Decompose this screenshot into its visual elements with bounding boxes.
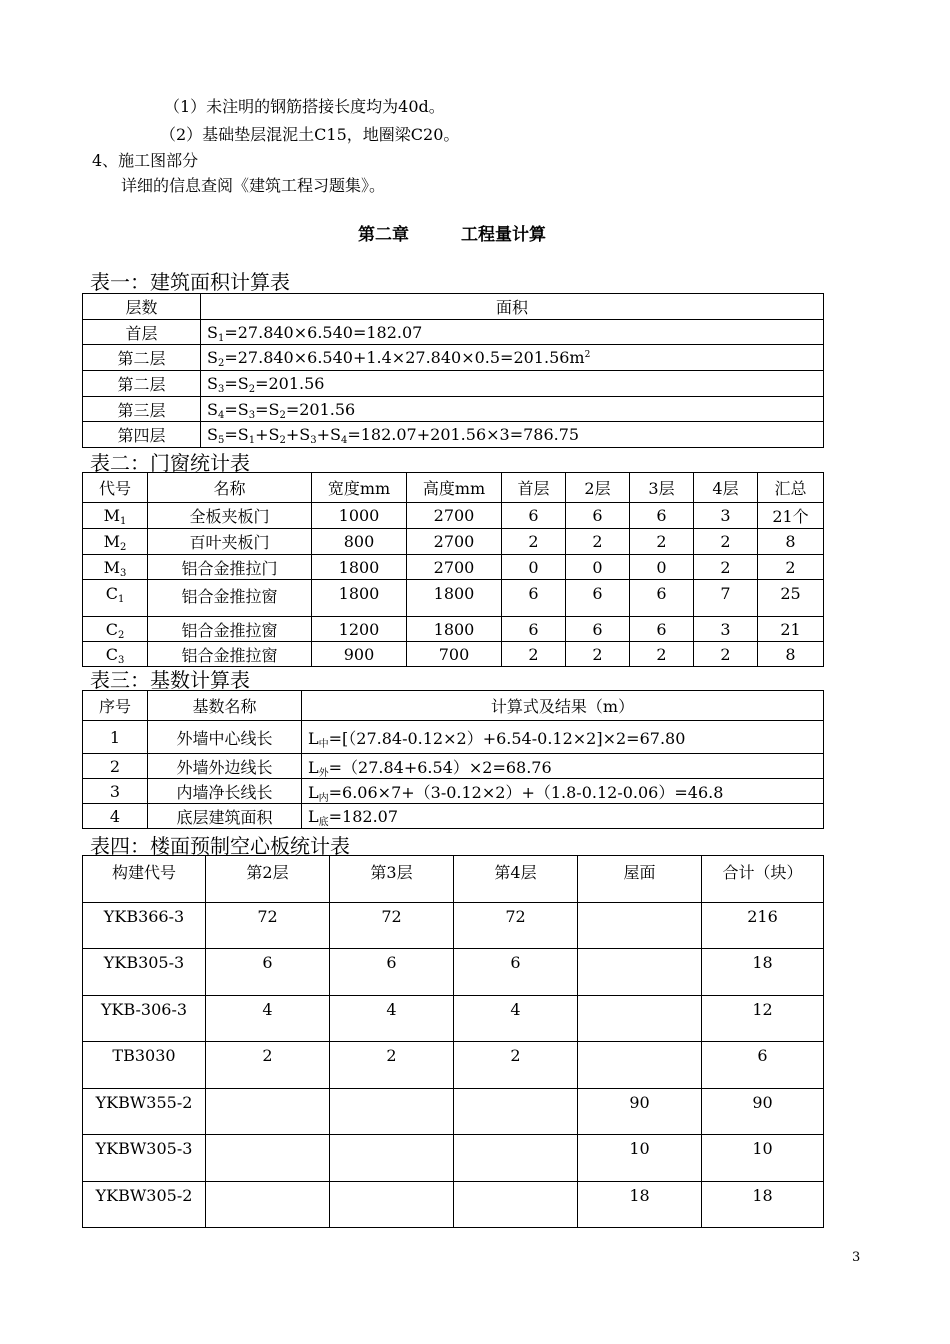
cell-code: $M_2$ (83, 529, 148, 555)
cell-area: $S_2=27.840\times 6.540+1.4\times 27.840\times 0.5=201.56m^2$ (201, 345, 824, 371)
cell-name: 全板夹板门 (148, 503, 312, 529)
table-header-row (83, 856, 824, 903)
cell-subtotal: 18 (702, 949, 824, 996)
table-row (83, 903, 824, 949)
cell-base-name: 底层建筑面积 (148, 804, 302, 829)
cell-formula: $L_外=(27.84+6.54)\times 2=68.76$ (302, 754, 824, 779)
cell-subtotal: 216 (702, 903, 824, 949)
cell-height: 700 (407, 642, 502, 667)
cell-name: 百叶夹板门 (148, 529, 312, 555)
cell-floor3 (330, 1089, 454, 1135)
cell-floor2 (206, 1089, 330, 1135)
cell-width: 1800 (312, 555, 407, 580)
cell-floor4 (454, 1089, 578, 1135)
cell-area: $S_5=S_1+S_2+S_3+S_4=182.07+201.56\times 3=786.75$ (201, 422, 824, 448)
cell-roof: 90 (578, 1089, 702, 1135)
table-header-row (83, 691, 824, 721)
cell-area: $S_3=S_2=201.56$ (201, 371, 824, 397)
cell-height: 2700 (407, 503, 502, 529)
cell-name: 铝合金推拉窗 (148, 580, 312, 617)
table2-caption: 表二：门窗统计表 (90, 451, 250, 475)
table-row (83, 422, 824, 448)
cell-floor1: 6 (502, 580, 566, 617)
cell-total: 21个 (758, 503, 824, 529)
cell-component-code: YKB366-3 (83, 903, 206, 949)
header-floor3: 3层 (630, 473, 694, 503)
cell-base-name: 外墙中心线长 (148, 721, 302, 754)
cell-component-code: YKBW305-2 (83, 1182, 206, 1228)
cell-formula: $L_底=182.07$ (302, 804, 824, 829)
note-lap-length: （1）未注明的钢筋搭接长度均为40d。 (164, 97, 445, 116)
cell-subtotal: 10 (702, 1135, 824, 1182)
header-floor1: 首层 (502, 473, 566, 503)
cell-floor2: 4 (206, 996, 330, 1042)
note-reference: 详细的信息查阅《建筑工程习题集》。 (121, 176, 386, 195)
cell-roof (578, 996, 702, 1042)
cell-floor4: 3 (694, 503, 758, 529)
cell-code: $C_3$ (83, 642, 148, 667)
cell-no: 3 (83, 779, 148, 804)
area-calculation-table (82, 293, 824, 448)
table-row (83, 996, 824, 1042)
cell-floor3: 6 (630, 580, 694, 617)
table-row (83, 617, 824, 642)
cell-total: 25 (758, 580, 824, 617)
cell-total: 8 (758, 529, 824, 555)
cell-name: 铝合金推拉门 (148, 555, 312, 580)
cell-formula: $L_内=6.06\times 7+(3-0.12\times 2)+(1.8-0.12-0.06)=46.8$ (302, 779, 824, 804)
cell-floor3: 0 (630, 555, 694, 580)
cell-floor: 首层 (83, 320, 201, 345)
cell-no: 2 (83, 754, 148, 779)
cell-floor3: 2 (630, 642, 694, 667)
cell-height: 2700 (407, 529, 502, 555)
cell-name: 铝合金推拉窗 (148, 617, 312, 642)
table-row (83, 754, 824, 779)
cell-floor3: 2 (630, 529, 694, 555)
cell-floor3: 6 (630, 503, 694, 529)
cell-roof (578, 949, 702, 996)
cell-floor2: 72 (206, 903, 330, 949)
cell-name: 铝合金推拉窗 (148, 642, 312, 667)
table-row (83, 1089, 824, 1135)
cell-floor2: 6 (566, 503, 630, 529)
cell-floor2 (206, 1182, 330, 1228)
chapter-heading (0, 220, 904, 245)
header-floor2: 第2层 (206, 856, 330, 903)
header-no: 序号 (83, 691, 148, 721)
cell-width: 900 (312, 642, 407, 667)
header-component-code: 构建代号 (83, 856, 206, 903)
header-floor3: 第3层 (330, 856, 454, 903)
cell-component-code: YKB305-3 (83, 949, 206, 996)
cell-floor3: 6 (630, 617, 694, 642)
header-floor: 层数 (83, 294, 201, 320)
cell-floor3: 72 (330, 903, 454, 949)
cell-roof (578, 903, 702, 949)
cell-width: 800 (312, 529, 407, 555)
cell-floor2 (206, 1135, 330, 1182)
table-row (83, 1135, 824, 1182)
cell-component-code: YKB-306-3 (83, 996, 206, 1042)
cell-code: $C_1$ (83, 580, 148, 617)
table-row (83, 1182, 824, 1228)
cell-floor4: 2 (694, 529, 758, 555)
cell-height: 2700 (407, 555, 502, 580)
cell-floor2: 2 (566, 529, 630, 555)
cell-floor: 第三层 (83, 397, 201, 422)
table-row (83, 397, 824, 422)
cell-area: $S_4=S_3=S_2=201.56$ (201, 397, 824, 422)
cell-height: 1800 (407, 580, 502, 617)
header-roof: 屋面 (578, 856, 702, 903)
chapter-title: 工程量计算 (461, 225, 546, 245)
cell-component-code: YKBW355-2 (83, 1089, 206, 1135)
cell-floor3: 2 (330, 1042, 454, 1089)
cell-floor2: 2 (566, 642, 630, 667)
cell-floor1: 2 (502, 529, 566, 555)
cell-floor3: 6 (330, 949, 454, 996)
cell-floor2: 2 (206, 1042, 330, 1089)
cell-floor4: 3 (694, 617, 758, 642)
header-height: 高度mm (407, 473, 502, 503)
header-formula: 计算式及结果（m） (302, 691, 824, 721)
table-header-row (83, 294, 824, 320)
table-row (83, 320, 824, 345)
note-concrete-grade: （2）基础垫层混泥土C15，地圈梁C20。 (160, 125, 460, 144)
cell-floor4: 72 (454, 903, 578, 949)
table-row (83, 345, 824, 371)
cell-floor4 (454, 1135, 578, 1182)
cell-total: 21 (758, 617, 824, 642)
cell-formula: $L_中=[(27.84-0.12\times 2)+6.54-0.12\times 2]\times 2=67.80$ (302, 721, 824, 754)
table3-caption: 表三：基数计算表 (90, 668, 250, 692)
cell-floor2: 6 (566, 580, 630, 617)
base-calculation-table (82, 690, 824, 829)
cell-floor1: 6 (502, 503, 566, 529)
cell-floor3 (330, 1135, 454, 1182)
cell-total: 2 (758, 555, 824, 580)
cell-code: $M_1$ (83, 503, 148, 529)
cell-floor2: 6 (566, 617, 630, 642)
table-row (83, 721, 824, 754)
table-row (83, 555, 824, 580)
cell-code: $C_2$ (83, 617, 148, 642)
cell-floor2: 6 (206, 949, 330, 996)
cell-subtotal: 18 (702, 1182, 824, 1228)
cell-floor: 第二层 (83, 345, 201, 371)
cell-roof: 10 (578, 1135, 702, 1182)
table4-caption: 表四：楼面预制空心板统计表 (90, 834, 350, 858)
cell-no: 4 (83, 804, 148, 829)
table-row (83, 642, 824, 667)
cell-floor4: 4 (454, 996, 578, 1042)
cell-height: 1800 (407, 617, 502, 642)
cell-width: 1000 (312, 503, 407, 529)
header-base-name: 基数名称 (148, 691, 302, 721)
cell-total: 8 (758, 642, 824, 667)
cell-component-code: TB3030 (83, 1042, 206, 1089)
cell-width: 1800 (312, 580, 407, 617)
header-width: 宽度mm (312, 473, 407, 503)
cell-floor4 (454, 1182, 578, 1228)
cell-width: 1200 (312, 617, 407, 642)
cell-subtotal: 90 (702, 1089, 824, 1135)
cell-roof: 18 (578, 1182, 702, 1228)
cell-floor4: 7 (694, 580, 758, 617)
cell-component-code: YKBW305-3 (83, 1135, 206, 1182)
table-row (83, 580, 824, 617)
header-floor4: 4层 (694, 473, 758, 503)
cell-floor2: 0 (566, 555, 630, 580)
cell-area: $S_1=27.840\times 6.540=182.07$ (201, 320, 824, 345)
cell-floor: 第二层 (83, 371, 201, 397)
cell-floor3: 4 (330, 996, 454, 1042)
cell-floor1: 6 (502, 617, 566, 642)
cell-floor1: 0 (502, 555, 566, 580)
cell-floor4: 2 (454, 1042, 578, 1089)
door-window-table (82, 472, 824, 667)
hollow-slab-table (82, 855, 824, 1228)
table-row (83, 779, 824, 804)
chapter-number: 第二章 (358, 225, 409, 245)
cell-roof (578, 1042, 702, 1089)
header-floor4: 第4层 (454, 856, 578, 903)
section-construction-drawings: 4、施工图部分 (92, 151, 199, 170)
table-row (83, 371, 824, 397)
table1-caption: 表一：建筑面积计算表 (90, 270, 290, 294)
table-row (83, 949, 824, 996)
header-name: 名称 (148, 473, 312, 503)
header-subtotal: 合计（块） (702, 856, 824, 903)
cell-no: 1 (83, 721, 148, 754)
header-code: 代号 (83, 473, 148, 503)
header-floor2: 2层 (566, 473, 630, 503)
cell-floor: 第四层 (83, 422, 201, 448)
cell-base-name: 内墙净长线长 (148, 779, 302, 804)
page-number: 3 (852, 1250, 861, 1265)
cell-code: $M_3$ (83, 555, 148, 580)
header-total: 汇总 (758, 473, 824, 503)
table-row (83, 503, 824, 529)
cell-subtotal: 6 (702, 1042, 824, 1089)
table-row (83, 804, 824, 829)
cell-base-name: 外墙外边线长 (148, 754, 302, 779)
table-row (83, 1042, 824, 1089)
cell-floor1: 2 (502, 642, 566, 667)
cell-floor4: 2 (694, 642, 758, 667)
table-row (83, 529, 824, 555)
cell-floor4: 2 (694, 555, 758, 580)
cell-floor3 (330, 1182, 454, 1228)
table-header-row (83, 473, 824, 503)
cell-floor4: 6 (454, 949, 578, 996)
header-area: 面积 (201, 294, 824, 320)
cell-subtotal: 12 (702, 996, 824, 1042)
